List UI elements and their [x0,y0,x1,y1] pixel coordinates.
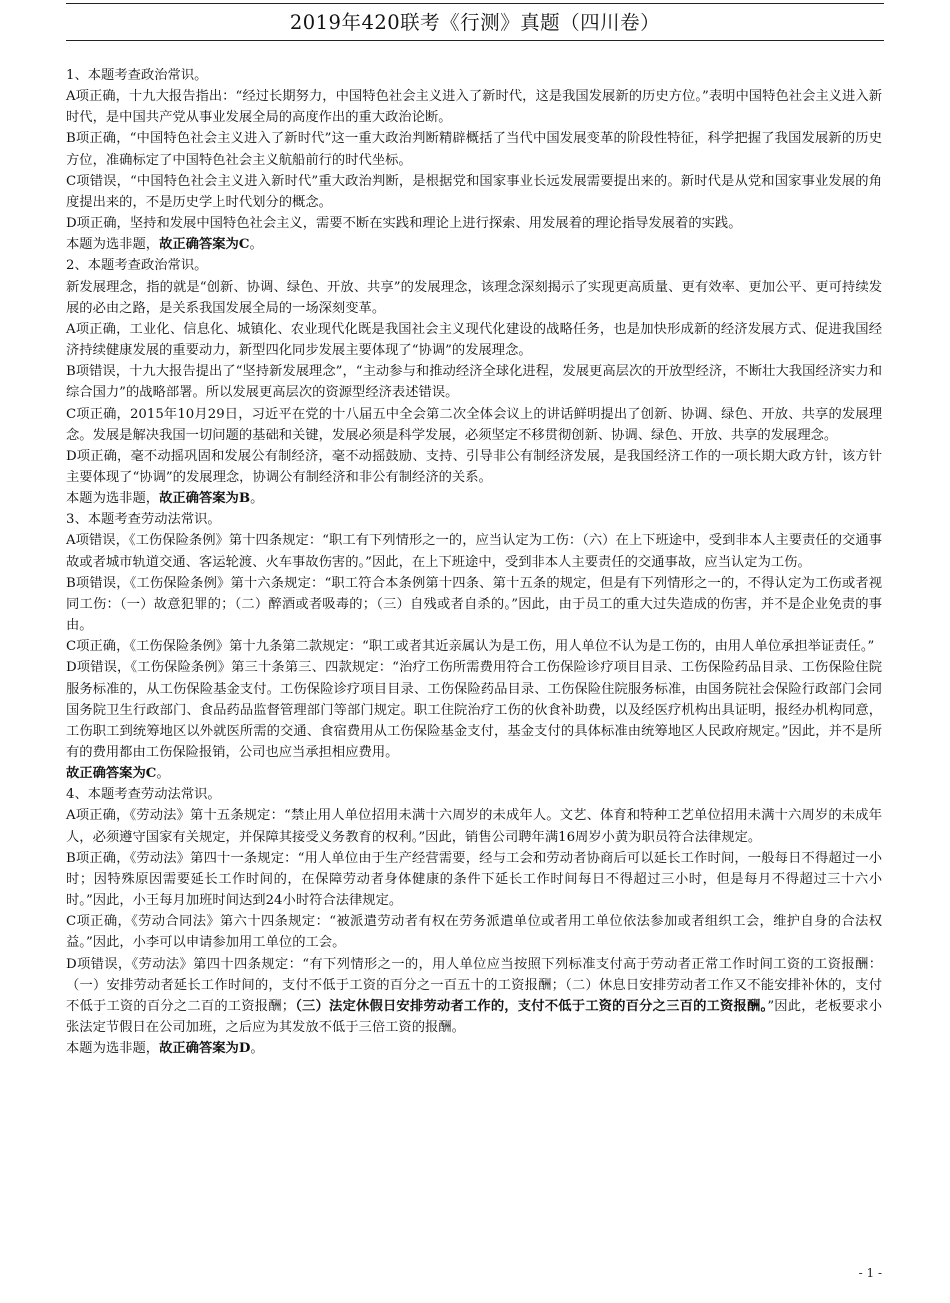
option-analysis: A项正确，《劳动法》第十五条规定：“禁止用人单位招用未满十六周岁的未成年人。文艺、体育和特种工艺单位招用未满十六周岁的未成年人，必须遵守国家有关规定，并保障其接受义务教育的权利。”因此，销售公司聘年满16周岁小黄为职员符合法律规定。 [66,808,882,845]
answer-emphasis: 故正确答案为C [159,237,250,253]
option-analysis: D项错误，《工伤保险条例》第三十条第三、四款规定：“治疗工伤所需费用符合工伤保险诊疗项目目录、工伤保险药品目录、工伤保险住院服务标准的，从工伤保险基金支付。工伤保险诊疗项目目录、工伤保险药品目录、工伤保险住院服务标准，由国务院社会保险行政部门会同国务院卫生行政部门、食品药品监督管理部门等部门规定。职工住院治疗工伤的伙食补助费，以及经医疗机构出具证明，报经办机构同意，工伤职工到统筹地区以外就医所需的交通、食宿费用从工伤保险基金支付，基金支付的具体标准由统筹地区人民政府规定。”因此，并不是所有的费用都由工伤保险报销，公司也应当承担相应费用。 [66,660,882,760]
option-analysis: C项正确，《工伤保险条例》第十九条第二款规定：“职工或者其近亲属认为是工伤，用人单位不认为是工伤的，由用人单位承担举证责任。” [66,639,875,655]
option-analysis: B项正确，《劳动法》第四十一条规定：“用人单位由于生产经营需要，经与工会和劳动者协商后可以延长工作时间，一般每日不得超过一小时；因特殊原因需要延长工作时间的，在保障劳动者身体健康的条件下延长工作时间每日不得超过三小时，但是每月不得超过三十六小时。”因此，小王每月加班时间达到24小时符合法律规定。 [66,850,882,909]
option-analysis: D项错误，《劳动法》第四十四条规定：“有下列情形之一的，用人单位应当按照下列标准支付高于劳动者正常工作时间工资的工资报酬：（一）安排劳动者延长工作时间的，支付不低于工资的百分之一百五十的工资报酬；（二）休息日安排劳动者工作又不能安排补休的，支付不低于工资的百分之二百的工资报酬；（三）法定休假日安排劳动者工作的，支付不低于工资的百分之三百的工资报酬。”因此，老板要求小张法定节假日在公司加班，之后应为其发放不低于三倍工资的报酬。 [66,956,882,1036]
document-body [66,65,882,1059]
option-analysis: A项正确，工业化、信息化、城镇化、农业现代化既是我国社会主义现代化建设的战略任务，也是加快形成新的经济发展方式、促进我国经济持续健康发展的重要动力，新型四化同步发展主要体现了“协调”的发展理念。 [66,321,882,359]
answer-line: 故正确答案为C。 [66,766,170,782]
option-analysis: C项正确，《劳动合同法》第六十四条规定：“被派遣劳动者有权在劳务派遣单位或者用工单位依法参加或者组织工会，维护自身的合法权益。”因此，小李可以申请参加用工单位的工会。 [66,914,882,951]
title-rule [66,40,884,41]
option-analysis: C项错误，“中国特色社会主义进入新时代”重大政治判断，是根据党和国家事业长远发展需要提出来的。新时代是从党和国家事业发展的角度提出来的，不是历史学上时代划分的概念。 [66,173,882,210]
option-analysis: B项正确，“中国特色社会主义进入了新时代”这一重大政治判断精辟概括了当代中国发展变革的阶段性特征，科学把握了我国发展新的历史方位，准确标定了中国特色社会主义航船前行的时代坐标。 [66,131,882,168]
option-analysis: B项错误，十九大报告提出了“坚持新发展理念”，“主动参与和推动经济全球化进程，发展更高层次的开放型经济，不断壮大我国经济实力和综合国力”的战略部署。所以发展更高层次的资源型经济表述错误。 [66,364,882,401]
page-number: - 1 - [858,1266,882,1280]
question-heading: 4、本题考查劳动法常识。 [66,787,221,803]
answer-emphasis: 故正确答案为B [159,491,251,507]
top-rule [66,3,884,4]
option-analysis: D项正确，毫不动摇巩固和发展公有制经济，毫不动摇鼓励、支持、引导非公有制经济发展，是我国经济工作的一项长期大政方针，该方针主要体现了“协调”的发展理念，协调公有制经济和非公有制经济的关系。 [66,448,882,485]
question-heading: 1、本题考查政治常识。 [66,68,208,83]
question-heading: 2、本题考查政治常识。 [66,258,208,274]
option-analysis: B项错误，《工伤保险条例》第十六条规定：“职工符合本条例第十四条、第十五条的规定，但是有下列情形之一的，不得认定为工伤或者视同工伤：（一）故意犯罪的；（二）醉酒或者吸毒的；（三）自残或者自杀的。”因此，由于员工的重大过失造成的伤害，并不是企业免责的事由。 [66,575,882,634]
question-intro: 新发展理念，指的就是“创新、协调、绿色、开放、共享”的发展理念，该理念深刻揭示了实现更高质量、更有效率、更加公平、更可持续发展的必由之路，是关系我国发展全局的一场深刻变革。 [66,279,882,316]
page-title: 2019年420联考《行测》真题（四川卷） [289,11,661,34]
option-analysis: C项正确，2015年10月29日，习近平在党的十八届五中全会第二次全体会议上的讲话鲜明提出了创新、协调、绿色、开放、共享的发展理念。发展是解决我国一切问题的基础和关键，发展必须是科学发展，必须坚定不移贯彻创新、协调、绿色、开放、共享的发展理念。 [66,406,882,443]
bold-clause: （三）法定休假日安排劳动者工作的，支付不低于工资的百分之三百的工资报酬。 [295,998,768,1014]
answer-line: 本题为选非题，故正确答案为C。 [66,237,263,253]
question-heading: 3、本题考查劳动法常识。 [66,512,221,528]
answer-line: 本题为选非题，故正确答案为B。 [66,491,264,507]
answer-emphasis: 故正确答案为C [66,766,157,782]
option-analysis: D项正确，坚持和发展中国特色社会主义，需要不断在实践和理论上进行探索、用发展着的理论指导发展着的实践。 [66,216,742,232]
option-analysis: A项错误，《工伤保险条例》第十四条规定：“职工有下列情形之一的，应当认定为工伤：（六）在上下班途中，受到非本人主要责任的交通事故或者城市轨道交通、客运轮渡、火车事故伤害的。”因此，在上下班途中，受到非本人主要责任的交通事故，应当认定为工伤。 [66,533,882,570]
answer-emphasis: 故正确答案为D [159,1041,251,1057]
answer-line: 本题为选非题，故正确答案为D。 [66,1041,264,1057]
option-analysis: A项正确，十九大报告指出：“经过长期努力，中国特色社会主义进入了新时代，这是我国发展新的历史方位。”表明中国特色社会主义进入新时代，是中国共产党从事业发展全局的高度作出的重大政治论断。 [66,89,882,126]
